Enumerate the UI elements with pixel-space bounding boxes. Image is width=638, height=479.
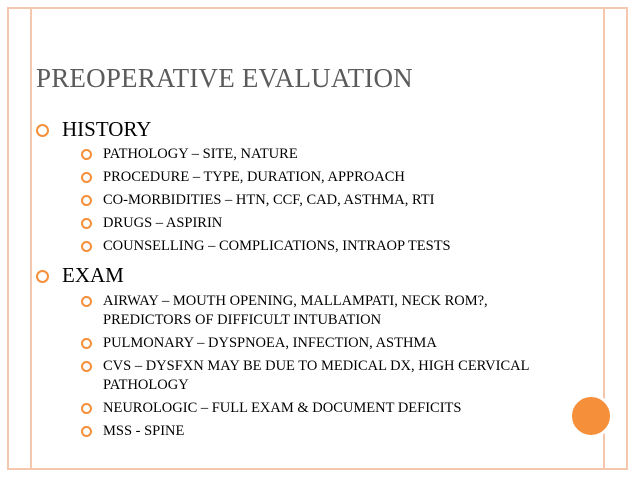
exam-list xyxy=(36,292,576,441)
history-list xyxy=(36,145,576,256)
ring-bullet-icon xyxy=(81,241,92,252)
ring-bullet-icon xyxy=(81,426,92,437)
ring-bullet-icon xyxy=(81,172,92,183)
section-heading: EXAM xyxy=(62,263,124,287)
left-decorative-line xyxy=(30,7,32,470)
section-heading: HISTORY xyxy=(62,117,152,141)
list-item: PATHOLOGY – SITE, NATURE xyxy=(81,145,576,164)
ring-bullet-icon xyxy=(81,338,92,349)
list-item: MSS - SPINE xyxy=(81,422,576,441)
ring-bullet-icon xyxy=(81,218,92,229)
ring-bullet-icon xyxy=(81,403,92,414)
list-item: PULMONARY – DYSPNOEA, INFECTION, ASTHMA xyxy=(81,334,576,353)
ring-bullet-icon xyxy=(81,296,92,307)
list-item: CVS – DYSFXN MAY BE DUE TO MEDICAL DX, HIGH CERVICAL PATHOLOGY xyxy=(81,357,576,395)
list-item: AIRWAY – MOUTH OPENING, MALLAMPATI, NECK ROM?, PREDICTORS OF DIFFICULT INTUBATION xyxy=(81,292,576,330)
list-item: COUNSELLING – COMPLICATIONS, INTRAOP TESTS xyxy=(81,237,576,256)
ring-bullet-icon xyxy=(36,124,49,137)
ring-bullet-icon xyxy=(81,195,92,206)
list-item: CO-MORBIDITIES – HTN, CCF, CAD, ASTHMA, RTI xyxy=(81,191,576,210)
ring-bullet-icon xyxy=(81,149,92,160)
section-exam xyxy=(36,262,576,288)
list-item: PROCEDURE – TYPE, DURATION, APPROACH xyxy=(81,168,576,187)
ring-bullet-icon xyxy=(81,361,92,372)
section-history xyxy=(36,116,576,142)
slide-title: PREOPERATIVE EVALUATION xyxy=(36,63,413,93)
ring-bullet-icon xyxy=(36,270,49,283)
slide-content xyxy=(36,116,576,445)
list-item: NEUROLOGIC – FULL EXAM & DOCUMENT DEFICITS xyxy=(81,399,576,418)
list-item: DRUGS – ASPIRIN xyxy=(81,214,576,233)
